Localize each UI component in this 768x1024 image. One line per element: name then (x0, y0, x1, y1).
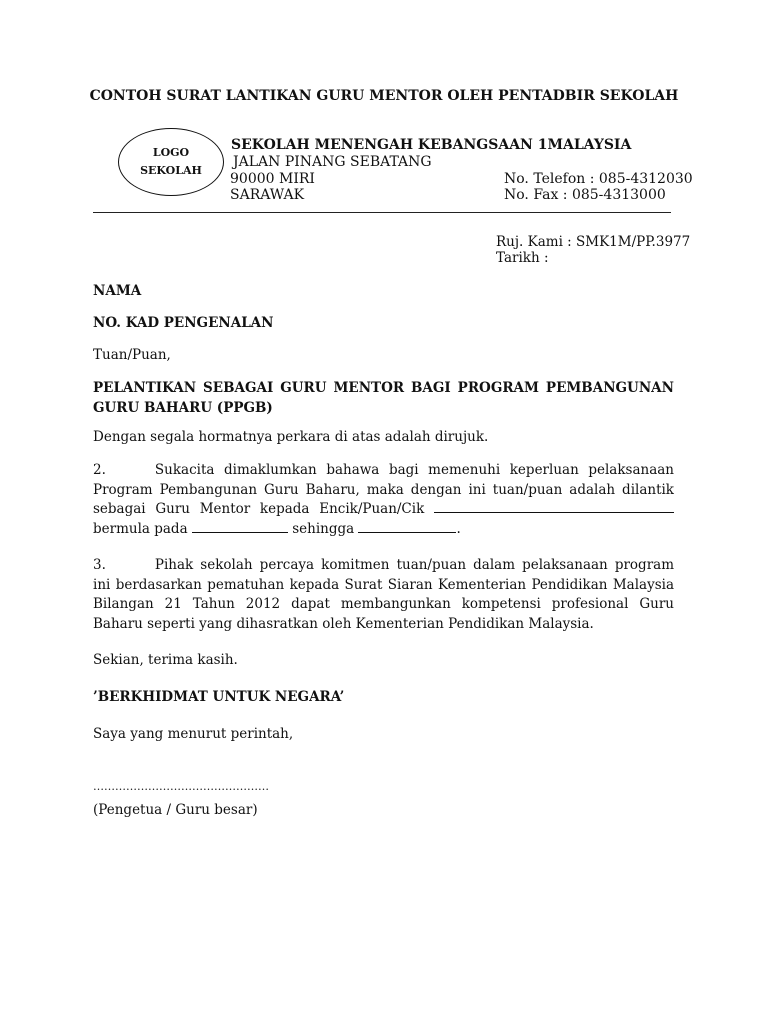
paragraph-2-sehingga: sehingga (292, 520, 355, 537)
motto: ’BERKHIDMAT UNTUK NEGARA’ (93, 689, 345, 705)
start-date-blank[interactable] (192, 520, 288, 533)
signatory-role: (Pengetua / Guru besar) (93, 802, 258, 818)
paragraph-2-number: 2. (93, 462, 106, 478)
paragraph-3-number: 3. (93, 557, 106, 573)
paragraph-2-end: . (456, 520, 461, 537)
end-date-blank[interactable] (358, 520, 456, 533)
subject-line: PELANTIKAN SEBAGAI GURU MENTOR BAGI PROGRAM PEMBANGUNAN GURU BAHARU (PPGB) (93, 380, 674, 416)
recipient-name: NAMA (93, 283, 142, 299)
reference-date: Tarikh : (496, 250, 549, 266)
school-city: 90000 MIRI (230, 171, 315, 187)
signoff: Saya yang menurut perintah, (93, 726, 294, 742)
paragraph-2-text: Sukacita dimaklumkan bahawa bagi memenuhi keperluan pelaksanaan Program Pembangunan Guru Baharu, maka dengan ini tuan/puan adalah dilantik sebagai Guru Mentor kepada Encik/Puan/Cik (93, 462, 674, 517)
school-fax: No. Fax : 085-4313000 (504, 187, 666, 203)
paragraph-3-text: Pihak sekolah percaya komitmen tuan/puan dalam pelaksanaan program ini berdasarkan pematuhan kepada Surat Siaran Kementerian Pendidikan Malaysia Bilangan 21 Tahun 2012 dapat membangunkan kompetensi profesional Guru Baharu seperti yang dihasratkan oleh Kementerian Pendidikan Malaysia. (93, 557, 674, 632)
school-logo-placeholder (118, 128, 224, 196)
paragraph-3 (93, 556, 674, 634)
mentee-name-blank[interactable] (434, 500, 674, 513)
school-state: SARAWAK (230, 187, 305, 203)
logo-text-line2: SEKOLAH (140, 164, 202, 177)
school-street: JALAN PINANG SEBATANG (233, 154, 432, 170)
paragraph-2-bermula: bermula pada (93, 520, 188, 537)
opening-sentence: Dengan segala hormatnya perkara di atas adalah dirujuk. (93, 429, 489, 445)
closing-line: Sekian, terima kasih. (93, 652, 238, 668)
school-phone: No. Telefon : 085-4312030 (504, 171, 693, 187)
school-name: SEKOLAH MENENGAH KEBANGSAAN 1MALAYSIA (231, 137, 632, 153)
logo-text-line1: LOGO (152, 146, 190, 159)
signature-line: ………………………………………… (93, 780, 269, 793)
recipient-ic: NO. KAD PENGENALAN (93, 315, 274, 331)
header-divider (93, 212, 671, 213)
letter-title: CONTOH SURAT LANTIKAN GURU MENTOR OLEH PENTADBIR SEKOLAH (89, 88, 679, 104)
paragraph-2 (93, 461, 674, 539)
salutation: Tuan/Puan, (93, 347, 171, 363)
reference-number: Ruj. Kami : SMK1M/PP.3977 (496, 234, 691, 250)
